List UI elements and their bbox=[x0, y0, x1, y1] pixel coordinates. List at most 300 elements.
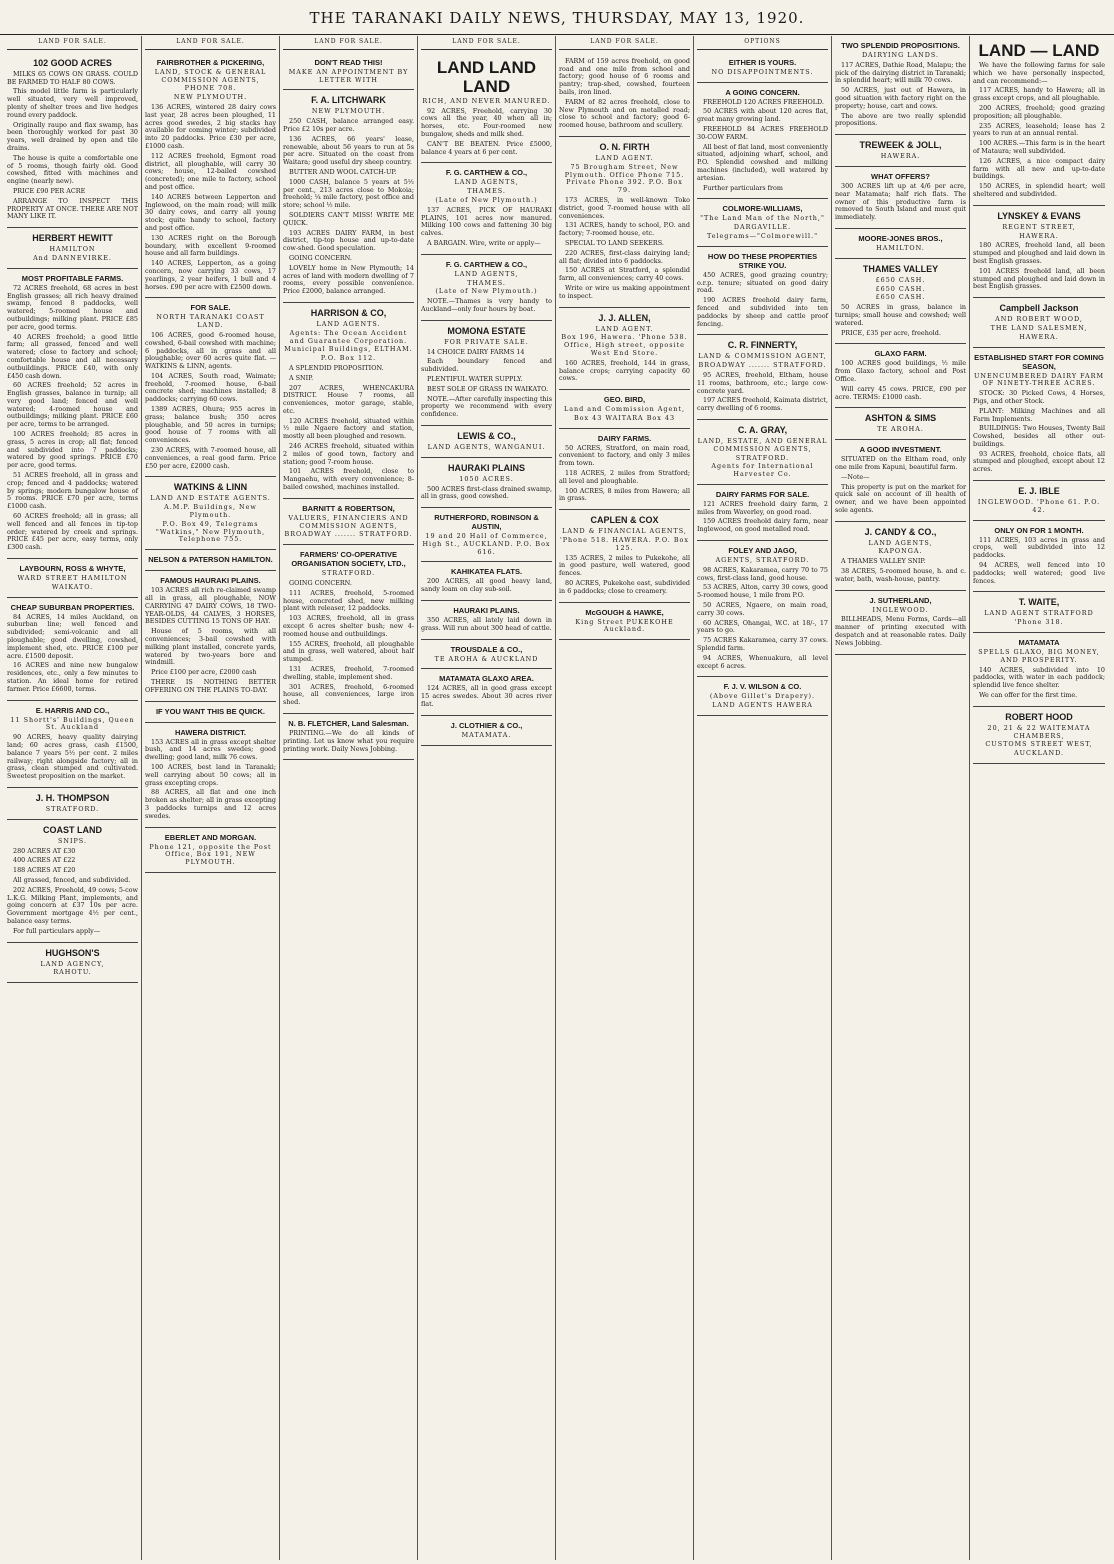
ad-subtitle: LAND & FINANCIAL AGENTS, bbox=[562, 527, 687, 536]
ad-subtitle: REGENT STREET, bbox=[1002, 222, 1076, 231]
column-heading: LAND FOR SALE. bbox=[559, 36, 690, 50]
ad-text: 60 ACRES freehold; 52 acres in English grasses, balance in turnip; all very good land; fenced and well watered; 4-roomed house and outbuildings; milking plant. PRICE £60 per acre, terms to be arranged. bbox=[7, 381, 138, 429]
ad-title: TREWEEK & JOLL, bbox=[859, 140, 942, 151]
ad-text: THERE IS NOTHING BETTER OFFERING ON THE PLAINS TO-DAY. bbox=[145, 678, 276, 694]
ad-title: T. WAITE, bbox=[1018, 597, 1060, 608]
ad-subtitle: NEW PLYMOUTH. bbox=[311, 107, 386, 116]
ad-text: 38 ACRES, 5-roomed house, h. and c. water, bath, wash-house, pantry. bbox=[835, 567, 966, 583]
advertisement bbox=[145, 828, 276, 873]
ad-title: HARRISON & CO, bbox=[310, 307, 387, 318]
ad-text: 50 ACRES with about 120 acres flat, great many growing land. bbox=[697, 107, 828, 124]
ad-text: 450 ACRES, good grazing country; o.r.p. tenure; situated on good dairy road. bbox=[697, 270, 828, 295]
advertisement bbox=[835, 167, 966, 229]
advertisement bbox=[835, 36, 966, 135]
ad-text: 1389 ACRES, Ohura; 955 acres in grass; balance bush; 350 acres ploughable, and 50 acres in turnips; good house of 7 rooms with all conveniences. bbox=[145, 405, 276, 445]
newspaper-columns bbox=[4, 36, 1110, 1560]
ad-subtitle: LAND AGENT. bbox=[595, 324, 654, 333]
advertisement bbox=[145, 298, 276, 477]
ad-title: MOMONA ESTATE bbox=[447, 325, 526, 336]
ad-title: BARNITT & ROBERTSON, bbox=[302, 503, 395, 513]
ad-text: 84 ACRES, 14 miles Auckland, on suburban line; well fenced and subdivided; semi-volcanic and all ploughable; good dwelling, cowshed, implement shed, etc. PRICE £100 per acre. £1500 deposit. bbox=[7, 612, 138, 660]
ad-text: 202 ACRES, Freehold, 49 cows; 5-cow L.K.G. Milking Plant, implements, and going concern at £37 10s per acre. Government mortgage 4½ per cent., balance easy terms. bbox=[7, 885, 138, 925]
ad-text: 93 ACRES, freehold, choice flats, all stumped and ploughed, except about 12 acres. bbox=[973, 449, 1105, 474]
advertisement bbox=[7, 559, 138, 598]
ad-title: CHEAP SUBURBAN PROPERTIES. bbox=[10, 602, 135, 612]
ad-text: 95 ACRES, freehold, Eltham, house 11 rooms, bathroom, etc.; large cow-concrete yard. bbox=[697, 370, 828, 395]
ad-title: MATAMATA bbox=[1018, 638, 1060, 648]
ad-text: 220 ACRES, first-class dairying land; all flat; divided into 6 paddocks. bbox=[559, 248, 690, 265]
ad-title: J. CANDY & CO., bbox=[864, 526, 937, 537]
newspaper-column bbox=[970, 36, 1108, 1560]
ad-subtitle: £650 CASH. bbox=[875, 275, 926, 284]
ad-title: FAMOUS HAURAKI PLAINS. bbox=[160, 576, 261, 586]
ad-text: We can offer for the first time. bbox=[979, 691, 1078, 700]
ad-subtitle: 20, 21 & 22 WAITEMATA CHAMBERS, bbox=[987, 723, 1091, 740]
ad-subtitle: HAMILTON bbox=[49, 245, 96, 254]
ad-text: Will carry 45 cows. PRICE, £90 per acre. TERMS: £1000 cash. bbox=[835, 384, 966, 401]
ad-text: A BARGAIN. Wire, write or apply— bbox=[427, 238, 541, 247]
ad-text: NOTE.—After carefully inspecting this property we recommend with every confidence. bbox=[421, 394, 552, 419]
ad-subtitle: KAPONGA. bbox=[878, 547, 923, 556]
ad-text: 120 ACRES freehold, situated within ½ mile Ngaere factory and station, mostly all been ploughed and resown. bbox=[283, 416, 414, 441]
ad-text: STOCK: 30 Picked Cows, 4 Horses, Pigs, and other Stock. bbox=[973, 389, 1105, 405]
ad-text: 301 ACRES, freehold, 6-roomed house, all conveniences, large iron shed. bbox=[283, 682, 414, 707]
advertisement bbox=[145, 550, 276, 571]
ad-title: A GOING CONCERN. bbox=[725, 87, 800, 97]
ad-text: 173 ACRES, in well-known Toko district, good 7-roomed house with all conveniences. bbox=[559, 195, 690, 220]
ad-text: 150 ACRES, in splendid heart; well sheltered and subdivided. bbox=[973, 182, 1105, 198]
ad-title: NELSON & PATERSON HAMILTON. bbox=[148, 555, 273, 565]
newspaper-column bbox=[418, 36, 556, 1560]
ad-text: House of 5 rooms, with all conveniences; 3-bail cowshed with milking plant installed, concrete yards, watered by two-years bore and windmill. bbox=[145, 627, 276, 667]
ad-text: 350 ACRES, all lately laid down in grass. Will run about 300 head of cattle. bbox=[421, 616, 552, 632]
advertisement bbox=[697, 541, 828, 677]
ad-subtitle: SNIPS. bbox=[58, 836, 87, 845]
ad-text: 118 ACRES, 2 miles from Stratford; all level and ploughable. bbox=[559, 469, 690, 485]
ad-subtitle: £650 CASH. bbox=[875, 293, 926, 302]
ad-text: 200 ACRES, freehold; good grazing proposition; all ploughable. bbox=[973, 103, 1105, 120]
advertisement bbox=[559, 603, 690, 641]
ad-title: WHAT OFFERS? bbox=[870, 171, 931, 181]
ad-title: F. G. CARTHEW & CO., bbox=[445, 168, 528, 178]
ad-text: 136 ACRES, wintered 28 dairy cows last year, 28 acres been ploughed, 11 acres good swedes, 2 big stacks hay available for coming winter; subdivided into 20 paddocks. Price £30 per acre, £1000 cash. bbox=[145, 102, 276, 150]
advertisement bbox=[421, 458, 552, 508]
advertisement bbox=[421, 53, 552, 164]
advertisement bbox=[697, 677, 828, 716]
ad-text: 101 ACRES freehold land, all been stumped and ploughed and laid down in best English grasses. bbox=[973, 266, 1105, 291]
advertisement bbox=[421, 508, 552, 562]
ad-subtitle: BROADWAY ....... STRATFORD. bbox=[698, 361, 827, 370]
advertisement bbox=[973, 206, 1105, 298]
advertisement bbox=[421, 716, 552, 746]
advertisement bbox=[421, 163, 552, 254]
ad-subtitle: HAWERA. bbox=[1019, 231, 1059, 240]
ad-text: 80 ACRES, Pukekohe east, subdivided in 6 paddocks; close to creamery. bbox=[559, 579, 690, 595]
ad-title: ASHTON & SIMS bbox=[864, 413, 937, 424]
ad-title: ONLY ON FOR 1 MONTH. bbox=[994, 525, 1084, 535]
ad-subtitle: INGLEWOOD. bbox=[872, 605, 929, 614]
ad-title: HUGHSON'S bbox=[45, 947, 100, 958]
advertisement bbox=[145, 477, 276, 550]
ad-text: 400 ACRES AT £22 bbox=[13, 856, 76, 865]
ad-title: FOR SALE. bbox=[190, 303, 231, 313]
newspaper-column bbox=[694, 36, 832, 1560]
ad-subtitle: P.O. Box 112. bbox=[320, 354, 377, 363]
ad-text: 60 ACRES freehold; all in grass; all well fenced and all fences in tip-top order; watered by creek and springs. PRICE £45 per acre, easy terms, only £300 cash. bbox=[7, 512, 138, 552]
ad-text: 121 ACRES freehold dairy farm, 2 miles from Waverley, on good road. bbox=[697, 499, 828, 516]
ad-text: 94 ACRES, Whenuakura, all level except 6 acres. bbox=[697, 653, 828, 670]
ad-subtitle: THAMES. bbox=[467, 278, 506, 287]
advertisement bbox=[421, 669, 552, 715]
ad-text: 53 ACRES, Alton, carry 30 cows, good 5-roomed house, 1 mile from P.O. bbox=[697, 583, 828, 600]
ad-subtitle: 19 and 20 Hall of Commerce, High St., AUCKLAND. P.O. Box 616. bbox=[422, 532, 551, 556]
ad-subtitle: VALUERS, FINANCIERS AND COMMISSION AGENTS, bbox=[288, 513, 409, 530]
advertisement bbox=[421, 321, 552, 426]
ad-text: The house is quite a comfortable one of 5 rooms, though fairly old. Good cowshed, fitted with machines and engine (nearly new). bbox=[7, 153, 138, 186]
ad-title: CAPLEN & COX bbox=[590, 515, 659, 526]
ad-text: PRICE, £35 per acre, freehold. bbox=[841, 328, 941, 337]
ad-text: 60 ACRES, Ohangai, W.C. at 18/-, 17 years to go. bbox=[697, 618, 828, 635]
ad-text: Originally raupo and flax swamp, has been thoroughly worked for past 30 years, well drained by open and tile drains. bbox=[7, 120, 138, 152]
ad-title: HERBERT HEWITT bbox=[32, 233, 113, 244]
advertisement bbox=[7, 228, 138, 269]
ad-text: 72 ACRES freehold, 68 acres in best English grasses; all rich heavy drained swamp, fenced 8 paddocks, well watered; 5-roomed house and outbuildings; milking plant. PRICE £85 per acre, good terms. bbox=[7, 283, 138, 331]
ad-title: FAIRBROTHER & PICKERING, bbox=[156, 57, 265, 67]
advertisement bbox=[973, 481, 1105, 521]
ad-subtitle: LAND AGENTS, WANGANUI. bbox=[427, 442, 546, 451]
ad-text: 112 ACRES freehold, Egmont road district, all ploughable, will carry 30 cows; house, 12-bailed cowshed (concreted); one mile to factory, school and post office. bbox=[145, 151, 276, 191]
ad-text: SOLDIERS CAN'T MISS! WRITE ME QUICK. bbox=[283, 210, 414, 227]
ad-subtitle: NO DISAPPOINTMENTS. bbox=[711, 67, 814, 76]
advertisement bbox=[421, 426, 552, 458]
advertisement bbox=[697, 420, 828, 485]
ad-subtitle: MAKE AN APPOINTMENT BY LETTER WITH bbox=[288, 67, 409, 84]
ad-title: HOW DO THESE PROPERTIES STRIKE YOU. bbox=[707, 251, 818, 270]
ad-subtitle: LAND AGENCY, bbox=[40, 959, 105, 968]
advertisement bbox=[7, 269, 138, 559]
advertisement bbox=[421, 640, 552, 670]
ad-text: 98 ACRES, Kakaramea, carry 70 to 75 cows, first-class land, good house. bbox=[697, 565, 828, 582]
newspaper-column bbox=[832, 36, 970, 1560]
ad-title: F. A. LITCHWARK bbox=[311, 95, 386, 106]
ad-title: J. CLOTHIER & CO., bbox=[450, 720, 523, 730]
ad-subtitle: P.O. Box 49, Telegrams "Watkins," New Plymouth, Telephone 755. bbox=[155, 519, 266, 544]
advertisement bbox=[421, 601, 552, 640]
column-heading: LAND FOR SALE. bbox=[145, 36, 276, 50]
ad-text: All best of flat land, most conveniently situated, adjoining wharf, school, and P.O. Splendid cowshed and milking machines (included), well watered by artesian. bbox=[697, 142, 828, 182]
ad-subtitle: STRATFORD. bbox=[735, 453, 790, 462]
ad-text: 193 ACRES DAIRY FARM, in best district, tip-top house and up-to-date cow-shed. Good speculation. bbox=[283, 228, 414, 253]
ad-subtitle: Telegrams—"Colmorewill." bbox=[706, 231, 819, 240]
ad-subtitle: LAND AND ESTATE AGENTS. bbox=[150, 494, 271, 503]
ad-subtitle: 1050 ACRES. bbox=[459, 474, 514, 483]
advertisement bbox=[145, 723, 276, 828]
ad-text: 101 ACRES freehold, close to Mangaehu, with every convenience; 8-bailed cowshed, machines installed. bbox=[283, 467, 414, 492]
advertisement bbox=[7, 788, 138, 820]
advertisement bbox=[559, 429, 690, 511]
ad-text: 131 ACRES, handy to school, P.O. and factory; 7-roomed house, etc. bbox=[559, 221, 690, 238]
advertisement bbox=[283, 90, 414, 303]
advertisement bbox=[7, 820, 138, 943]
advertisement bbox=[7, 701, 138, 788]
advertisement bbox=[973, 36, 1105, 206]
ad-title: DON'T READ THIS! bbox=[314, 57, 383, 67]
advertisement bbox=[835, 344, 966, 408]
ad-text: 51 ACRES freehold, all in grass and crop; fenced and 4 paddocks; watered by springs; modern bungalow house of 5 rooms. PRICE £70 per acre, terms £1000 cash. bbox=[7, 471, 138, 511]
advertisement bbox=[559, 308, 690, 391]
advertisement bbox=[559, 510, 690, 602]
ad-text: PRINTING.—We do all kinds of printing. Let us know what you require printing work. Daily News Jobbing. bbox=[283, 729, 414, 753]
ad-text: 111 ACRES, freehold, 5-roomed house, concreted shed, new milking plant with releaser, 12 paddocks. bbox=[283, 588, 414, 613]
advertisement bbox=[835, 440, 966, 522]
ad-subtitle: NEW PLYMOUTH. bbox=[173, 93, 248, 102]
newspaper-column bbox=[4, 36, 142, 1560]
ad-text: 50 ACRES, Ngaere, on main road, carry 30 cows. bbox=[697, 601, 828, 617]
newspaper-column bbox=[280, 36, 418, 1560]
ad-title: MATAMATA GLAXO AREA. bbox=[439, 674, 534, 684]
ad-subtitle: 'Phone 518. HAWERA. P.O. Box 125. bbox=[560, 536, 689, 552]
newspaper-column bbox=[142, 36, 280, 1560]
ad-subtitle: DARGAVILLE. bbox=[733, 223, 792, 232]
ad-text: PLENTIFUL WATER SUPPLY. bbox=[427, 374, 523, 383]
ad-title: 102 GOOD ACRES bbox=[33, 57, 112, 68]
ad-title: HAWERA DISTRICT. bbox=[175, 727, 246, 737]
advertisement bbox=[973, 592, 1105, 633]
advertisement bbox=[697, 83, 828, 200]
column-heading: LAND FOR SALE. bbox=[283, 36, 414, 50]
ad-subtitle: Agents: The Ocean Accident and Guarantee Corporation. bbox=[289, 328, 408, 345]
advertisement bbox=[145, 702, 276, 723]
ad-text: 40 ACRES freehold; a good little farm; all grassed, fenced and well watered; close to factory and school; comfortable house and all necessary outbuildings. PRICE £40, with only £450 cash down. bbox=[7, 332, 138, 380]
ad-text: BILLHEADS, Menu Forms, Cards—all manner of printing executed with despatch and at reasonable rates. Daily News Jobbing. bbox=[835, 615, 966, 647]
ad-text: 153 ACRES all in grass except shelter bush, and 14 acres swedes; good dwelling; good land, milk 76 cows. bbox=[145, 737, 276, 762]
ad-text: 126 ACRES, a nice compact dairy farm with all new and up-to-date buildings. bbox=[973, 156, 1105, 181]
ad-text: 188 ACRES AT £20 bbox=[13, 866, 76, 875]
ad-title: E. J. IBLE bbox=[1018, 486, 1060, 497]
ad-text: 207 ACRES, WHENCAKURA DISTRICT. House 7 rooms, all conveniences, motor garage, stable, etc. bbox=[283, 383, 414, 415]
ad-text: 235 ACRES, leasehold; lease has 2 years to run at an annual rental. bbox=[973, 121, 1105, 138]
ad-subtitle: RAHOTU. bbox=[53, 968, 92, 977]
ad-title: EITHER IS YOURS. bbox=[728, 57, 797, 67]
ad-text: The above are two really splendid propositions. bbox=[835, 111, 966, 128]
ad-title: EBERLET AND MORGAN. bbox=[164, 832, 257, 842]
ad-text: 100 ACRES freehold; 85 acres in grass, 5 acres in crop; all flat; fenced and subdivided into 7 paddocks; watered by good springs. PRICE £70 per acre, good terms. bbox=[7, 430, 138, 470]
ad-text: 16 ACRES and nine new bungalow residences, etc., only a few minutes to station. An ideal home for retired farmer. Price £6600, terms. bbox=[7, 661, 138, 693]
ad-title: J. SUTHERLAND, bbox=[869, 595, 932, 605]
ad-text: 130 ACRES right on the Borough boundary, with excellent 9-roomed house and all farm buildings. bbox=[145, 233, 276, 258]
ad-text: This property is put on the market for quick sale on account of ill health of owner, and we have been appointed sole agents. bbox=[835, 482, 966, 514]
ad-subtitle: LAND AGENTS, bbox=[454, 269, 519, 278]
advertisement bbox=[835, 229, 966, 259]
ad-subtitle: AND ROBERT WOOD, bbox=[995, 315, 1083, 324]
ad-text: 140 ACRES, subdivided into 10 paddocks, with water in each paddock; splendid live fence shelter. bbox=[973, 665, 1105, 690]
advertisement bbox=[283, 303, 414, 499]
advertisement bbox=[421, 255, 552, 321]
ad-text: 280 ACRES AT £30 bbox=[13, 846, 76, 855]
ad-subtitle: INGLEWOOD. 'Phone 61. P.O. 42. bbox=[977, 498, 1101, 514]
ad-subtitle: (Late of New Plymouth.) bbox=[435, 287, 538, 296]
ad-text: 103 ACRES, freehold, all in grass except 6 acres shelter bush; new 4-roomed house and outbuildings. bbox=[283, 614, 414, 638]
ad-subtitle: LAND, STOCK & GENERAL COMMISSION AGENTS, bbox=[154, 67, 267, 84]
ad-title: COLMORE-WILLIAMS, bbox=[722, 204, 803, 214]
ad-text: Write or wire us making appointment to inspect. bbox=[559, 283, 690, 300]
ad-title: Campbell Jackson bbox=[999, 303, 1079, 314]
ad-text: SPECIAL TO LAND SEEKERS. bbox=[565, 238, 664, 247]
advertisement bbox=[697, 53, 828, 83]
ad-text: FREEHOLD 120 ACRES FREEHOLD. bbox=[703, 97, 824, 106]
ad-text: A SPLENDID PROPOSITION. bbox=[289, 363, 384, 372]
ad-text: 140 ACRES, Lepperton, as a going concern, now carrying 33 cows, 17 yearlings, 2 year heifers, 1 bull and 4 horses. £90 per acre with £2500 down. bbox=[145, 259, 276, 291]
ad-subtitle: SPELLS GLAXO, BIG MONEY, AND PROSPERITY. bbox=[978, 648, 1100, 664]
ad-title: IF YOU WANT THIS BE QUICK. bbox=[155, 706, 266, 716]
advertisement bbox=[7, 598, 138, 701]
ad-subtitle: A.M.P. Buildings, New Plymouth. bbox=[164, 503, 257, 520]
ad-text: 50 ACRES, just out of Hawera, in good situation with factory right on the property; house, cart and cows. bbox=[835, 86, 966, 110]
ad-title: J. H. THOMPSON bbox=[35, 792, 110, 803]
column-heading: LAND FOR SALE. bbox=[421, 36, 552, 50]
ad-text: 155 ACRES, freehold, all ploughable and in grass, well watered, about half stumped. bbox=[283, 639, 414, 664]
ad-text: 100 ACRES, best land in Taranaki; well carrying about 50 cows; all in grass excepting crops. bbox=[145, 762, 276, 787]
ad-text: 94 ACRES, well fenced into 10 paddocks; well watered; good live fences. bbox=[973, 561, 1105, 585]
ad-text: 103 ACRES all rich re-claimed swamp all in grass, all ploughable, NOW CARRYING 47 DAIRY COWS, 18 TWO-YEAR-OLDS, 44 CALVES, 3 HORSES, BESIDES CUTTING 15 TONS OF HAY. bbox=[145, 586, 276, 626]
ad-text: 1000 CASH, balance 5 years at 5½ per cent., 213 acres close to Mokoia; freehold; ¼ mile factory, post office and store; school ½ mile. bbox=[283, 177, 414, 210]
ad-title: DAIRY FARMS. bbox=[597, 433, 652, 443]
ad-subtitle: Land and Commission Agent, bbox=[563, 405, 686, 414]
ad-title: F. G. CARTHEW & CO., bbox=[445, 259, 528, 269]
ad-text: 230 ACRES, with 7-roomed house, all conveniences, a real good farm. Price £50 per acre, £2000 cash. bbox=[145, 446, 276, 470]
ad-text: LOVELY home in New Plymouth; 14 acres of land with modern dwelling of 7 rooms, every possible convenience. Price £2000, balance arranged. bbox=[283, 263, 414, 296]
ad-text: NOTE.—Thames is very handy to Auckland—only four hours by boat. bbox=[421, 297, 552, 313]
ad-title: LEWIS & CO., bbox=[457, 430, 516, 441]
ad-text: 100 ACRES, 8 miles from Hawera; all in grass. bbox=[559, 486, 690, 503]
ad-subtitle: LAND & COMMISSION AGENT, bbox=[698, 352, 827, 361]
ad-text: 150 ACRES at Stratford, a splendid farm, all conveniences; carry 40 cows. bbox=[559, 266, 690, 283]
advertisement bbox=[145, 53, 276, 299]
advertisement bbox=[559, 53, 690, 137]
ad-title: DAIRY FARMS FOR SALE. bbox=[715, 489, 810, 499]
ad-text: 250 CASH, balance arranged easy. Price £2 10s per acre. bbox=[283, 117, 414, 133]
ad-subtitle: PHONE 708. bbox=[184, 84, 237, 93]
ad-title: COAST LAND bbox=[43, 824, 102, 835]
ad-text: 124 ACRES, all in good grass except 15 acres swedes. About 30 acres river flat. bbox=[421, 684, 552, 709]
ad-subtitle: AGENTS, STRATFORD. bbox=[715, 556, 810, 565]
ad-text: 197 ACRES freehold, Kaimata district, carry dwelling of 6 rooms. bbox=[697, 396, 828, 413]
advertisement bbox=[973, 707, 1105, 764]
ad-text: 106 ACRES, good 6-roomed house, cowshed, 6-bail cowshed with machine; 6 paddocks, all in grass and all ploughable; over 60 acres quite flat. —WATKINS & LINN, agents. bbox=[145, 330, 276, 371]
newspaper-column bbox=[556, 36, 694, 1560]
ad-text: 135 ACRES, 2 miles to Pukekohe, all in good pasture, well watered, good fences. bbox=[559, 553, 690, 578]
ad-title: GLAXO FARM. bbox=[874, 349, 927, 359]
advertisement bbox=[283, 545, 414, 714]
ad-text: 88 ACRES, all flat and one inch broken as shelter; all in grass excepting 3 paddocks turnips and 12 acres swedes. bbox=[145, 788, 276, 820]
ad-subtitle: (Above Gillet's Drapery). bbox=[709, 692, 816, 701]
ad-text: 140 ACRES between Lepperton and Inglewood, on the main road; will milk 30 dairy cows, and carry all young stock; quite handy to school, factory and post office. bbox=[145, 192, 276, 232]
ad-subtitle: 11 Shortt's' Buildings, Queen St. Auckland bbox=[10, 715, 135, 732]
advertisement bbox=[973, 298, 1105, 347]
ad-subtitle: NORTH TARANAKI COAST LAND. bbox=[156, 313, 265, 330]
ad-text: ARRANGE TO INSPECT THIS PROPERTY AT ONCE. THERE ARE NOT MANY LIKE IT. bbox=[7, 196, 138, 221]
column-heading: LAND FOR SALE. bbox=[7, 36, 138, 50]
ad-title: J. J. ALLEN, bbox=[598, 312, 651, 323]
ad-text: Each boundary fenced and subdivided. bbox=[421, 357, 552, 374]
ad-title: LAYBOURN, ROSS & WHYTE, bbox=[19, 564, 126, 574]
advertisement bbox=[145, 571, 276, 701]
ad-subtitle: RICH, AND NEVER MANURED. bbox=[422, 96, 551, 105]
ad-subtitle: STRATFORD. bbox=[321, 569, 376, 578]
ad-text: PLANT: Milking Machines and all Farm Implements. bbox=[973, 406, 1105, 423]
advertisement bbox=[973, 521, 1105, 593]
advertisement bbox=[421, 562, 552, 601]
ad-title: ESTABLISHED START FOR COMING SEASON, bbox=[974, 352, 1104, 371]
ad-text: FREEHOLD 84 ACRES FREEHOLD 30-COW FARM. bbox=[697, 124, 828, 141]
ad-title: McGOUGH & HAWKE, bbox=[585, 607, 664, 617]
ad-text: 92 ACRES, Freehold, carrying 30 cows all the year, 40 when all in; horses, etc. Four-roomed new bungalow, sheds and milk shed. bbox=[421, 106, 552, 138]
ad-title: MOORE-JONES BROS., bbox=[858, 233, 943, 243]
ad-text: 137 ACRES, PICK OF HAURAKI PLAINS, 101 acres now manured. Milking 100 cows and fattening 30 big calves. bbox=[421, 205, 552, 238]
ad-subtitle: LAND AGENTS. bbox=[316, 319, 381, 328]
ad-subtitle: DAIRYING LANDS. bbox=[861, 51, 940, 59]
ad-title: KAHIKATEA FLATS. bbox=[450, 567, 523, 577]
ad-subtitle: THAMES. bbox=[467, 187, 506, 196]
ad-text: 117 ACRES, handy to Hawera; all in grass except crops, and all ploughable. bbox=[973, 86, 1105, 103]
ad-title: ROBERT HOOD bbox=[1005, 711, 1073, 722]
ad-title: LYNSKEY & EVANS bbox=[997, 210, 1081, 221]
ad-text: 136 ACRES, 66 years' lease, renewable, about 56 years to run at 5s per acre. Situated on the coast from Waitara; good useful dry sheep country. bbox=[283, 134, 414, 167]
ad-title: N. B. FLETCHER, Land Salesman. bbox=[288, 719, 409, 728]
ad-text: CAN'T BE BEATEN. Price £5000, balance 4 years at 6 per cent. bbox=[421, 139, 552, 156]
advertisement bbox=[283, 53, 414, 91]
ad-text: For full particulars apply— bbox=[13, 926, 101, 935]
ad-text: Price £100 per acre, £2000 cash bbox=[151, 668, 257, 677]
advertisement bbox=[559, 137, 690, 308]
ad-text: Further particulars from bbox=[703, 183, 783, 192]
ad-title: C. R. FINNERTY, bbox=[727, 340, 798, 351]
masthead bbox=[0, 0, 1114, 35]
ad-subtitle: CUSTOMS STREET WEST, bbox=[985, 740, 1093, 749]
ad-text: GOING CONCERN. bbox=[289, 579, 352, 588]
ad-subtitle: FOR PRIVATE SALE. bbox=[444, 337, 529, 346]
ad-text: 111 ACRES, 103 acres in grass and crops, well subdivided into 12 paddocks. bbox=[973, 535, 1105, 560]
advertisement bbox=[697, 335, 828, 420]
ad-title: LAND — LAND bbox=[978, 41, 1100, 60]
advertisement bbox=[835, 408, 966, 440]
ad-subtitle: Box 43 WAITARA Box 43 bbox=[573, 413, 676, 422]
ad-subtitle: £650 CASH. bbox=[875, 284, 926, 293]
ad-subtitle: LAND AGENT STRATFORD bbox=[984, 609, 1094, 618]
ad-subtitle: WARD STREET HAMILTON bbox=[17, 574, 128, 583]
ad-title: RUTHERFORD, ROBINSON & AUSTIN, bbox=[434, 513, 539, 532]
advertisement bbox=[283, 714, 414, 760]
ad-text: 100 ACRES good buildings, ½ mile from Glaxo factory, school and Post Office. bbox=[835, 359, 966, 383]
ad-text: —Note— bbox=[841, 472, 870, 481]
ad-text: BUILDINGS: Two Houses, Twenty Bail Cowshed, besides all other out-buildings. bbox=[973, 424, 1105, 448]
ad-text: FARM of 82 acres freehold, close to New Plymouth and on metalled road; close to school and factory; good 6-roomed house, bathroom and scullery. bbox=[559, 97, 690, 130]
ad-subtitle: LAND, ESTATE, AND GENERAL COMMISSION AGENTS, bbox=[697, 436, 828, 453]
ad-text: 200 ACRES, all good heavy land, sandy loam on clay sub-soil. bbox=[421, 577, 552, 594]
ad-text: PRICE £90 PER ACRE bbox=[13, 186, 86, 195]
ad-text: 159 ACRES freehold dairy farm, near Inglewood, on good metalled road. bbox=[697, 517, 828, 534]
ad-text: FARM of 159 acres freehold, on good road and one mile from school and factory; good house of 6 rooms and pantry; trap-shed, cowshed, fourteen bails, iron lined. bbox=[559, 56, 690, 96]
ad-text: This model little farm is particularly well situated, very well improved, plenty of shelter trees and live hedges round every paddock. bbox=[7, 87, 138, 119]
ad-subtitle: AUCKLAND. bbox=[1013, 749, 1065, 758]
masthead-title: THE TARANAKI DAILY NEWS, THURSDAY, MAY 13, 1920. bbox=[309, 9, 805, 27]
ad-title: LAND LAND LAND bbox=[436, 57, 537, 96]
advertisement bbox=[835, 259, 966, 345]
ad-text: 14 CHOICE DAIRY FARMS 14 bbox=[427, 347, 525, 356]
ad-subtitle: BROADWAY ....... STRATFORD. bbox=[284, 530, 413, 539]
advertisement bbox=[697, 247, 828, 336]
ad-text: 246 ACRES freehold, situated within 2 miles of good town, factory and station; good 7-room house. bbox=[283, 442, 414, 466]
